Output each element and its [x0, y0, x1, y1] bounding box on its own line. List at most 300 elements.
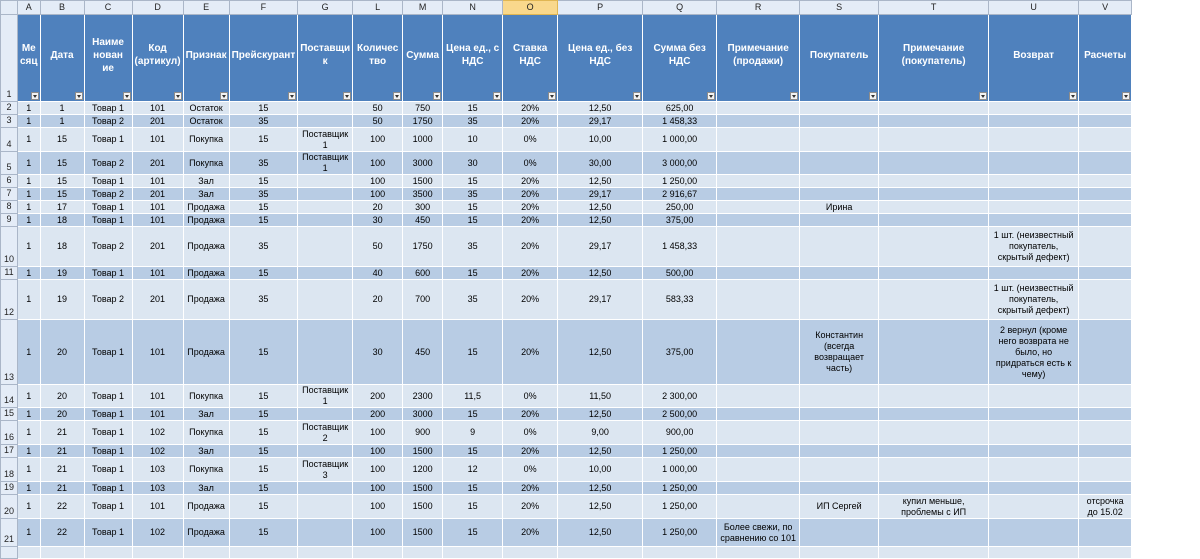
cell-q[interactable]: 1 458,33: [643, 115, 717, 128]
cell-a[interactable]: 1: [18, 115, 41, 128]
cell-g[interactable]: [298, 445, 353, 458]
column-letter-l[interactable]: L: [353, 1, 403, 15]
cell-m[interactable]: 1750: [403, 115, 443, 128]
cell-e[interactable]: Продажа: [183, 267, 229, 280]
column-letter-o[interactable]: O: [503, 1, 558, 15]
cell-l[interactable]: 100: [353, 175, 403, 188]
cell-d[interactable]: 103: [132, 482, 183, 495]
cell-u[interactable]: [989, 188, 1079, 201]
cell-s[interactable]: [800, 385, 879, 408]
cell-o[interactable]: 20%: [503, 519, 558, 547]
filter-dropdown-icon[interactable]: [1069, 92, 1077, 100]
filter-dropdown-icon[interactable]: [288, 92, 296, 100]
cell-t[interactable]: [879, 267, 989, 280]
cell-q[interactable]: 500,00: [643, 267, 717, 280]
cell-c[interactable]: [84, 547, 132, 559]
cell-o[interactable]: 20%: [503, 102, 558, 115]
cell-o[interactable]: 20%: [503, 201, 558, 214]
cell-q[interactable]: 375,00: [643, 214, 717, 227]
cell-d[interactable]: 201: [132, 152, 183, 175]
cell-n[interactable]: 15: [443, 267, 503, 280]
cell-d[interactable]: 201: [132, 115, 183, 128]
cell-f[interactable]: [229, 547, 298, 559]
cell-s[interactable]: [800, 458, 879, 482]
cell-g[interactable]: Поставщик 3: [298, 458, 353, 482]
cell-f[interactable]: 15: [229, 175, 298, 188]
row-number[interactable]: 16: [1, 421, 18, 445]
cell-n[interactable]: 15: [443, 445, 503, 458]
cell-c[interactable]: Товар 1: [84, 320, 132, 385]
cell-q[interactable]: 900,00: [643, 421, 717, 445]
row-number[interactable]: 13: [1, 320, 18, 385]
cell-u[interactable]: [989, 267, 1079, 280]
cell-r[interactable]: [717, 201, 800, 214]
cell-f[interactable]: 15: [229, 128, 298, 152]
cell-n[interactable]: 30: [443, 152, 503, 175]
cell-d[interactable]: 101: [132, 201, 183, 214]
cell-b[interactable]: 17: [40, 201, 84, 214]
filter-dropdown-icon[interactable]: [343, 92, 351, 100]
cell-a[interactable]: 1: [18, 519, 41, 547]
cell-b[interactable]: 21: [40, 445, 84, 458]
cell-u[interactable]: 1 шт. (неизвестный покупатель, скрытый дефект): [989, 280, 1079, 320]
cell-f[interactable]: 15: [229, 102, 298, 115]
cell-t[interactable]: купил меньше, проблемы с ИП: [879, 495, 989, 519]
cell-c[interactable]: Товар 1: [84, 267, 132, 280]
cell-e[interactable]: Продажа: [183, 320, 229, 385]
cell-q[interactable]: 3 000,00: [643, 152, 717, 175]
cell-d[interactable]: 103: [132, 458, 183, 482]
cell-b[interactable]: 15: [40, 188, 84, 201]
cell-v[interactable]: [1079, 280, 1132, 320]
cell-d[interactable]: 101: [132, 320, 183, 385]
cell-c[interactable]: Товар 2: [84, 188, 132, 201]
cell-a[interactable]: 1: [18, 201, 41, 214]
cell-v[interactable]: [1079, 421, 1132, 445]
cell-u[interactable]: [989, 214, 1079, 227]
cell-m[interactable]: 1500: [403, 482, 443, 495]
cell-c[interactable]: Товар 2: [84, 227, 132, 267]
cell-s[interactable]: [800, 152, 879, 175]
cell-e[interactable]: Покупка: [183, 458, 229, 482]
cell-f[interactable]: 35: [229, 152, 298, 175]
cell-t[interactable]: [879, 445, 989, 458]
cell-t[interactable]: [879, 385, 989, 408]
cell-b[interactable]: 22: [40, 519, 84, 547]
column-letter-q[interactable]: Q: [643, 1, 717, 15]
cell-n[interactable]: 15: [443, 320, 503, 385]
cell-f[interactable]: 15: [229, 320, 298, 385]
cell-o[interactable]: 20%: [503, 495, 558, 519]
cell-s[interactable]: [800, 267, 879, 280]
cell-n[interactable]: 35: [443, 280, 503, 320]
cell-p[interactable]: 29,17: [558, 188, 643, 201]
cell-s[interactable]: [800, 445, 879, 458]
cell-r[interactable]: [717, 175, 800, 188]
cell-a[interactable]: 1: [18, 280, 41, 320]
cell-c[interactable]: Товар 1: [84, 445, 132, 458]
cell-o[interactable]: 20%: [503, 267, 558, 280]
cell-t[interactable]: [879, 519, 989, 547]
cell-u[interactable]: [989, 385, 1079, 408]
cell-v[interactable]: [1079, 152, 1132, 175]
cell-g[interactable]: [298, 227, 353, 267]
cell-n[interactable]: 15: [443, 519, 503, 547]
cell-b[interactable]: 22: [40, 495, 84, 519]
cell-v[interactable]: [1079, 175, 1132, 188]
cell-v[interactable]: [1079, 445, 1132, 458]
cell-s[interactable]: [800, 102, 879, 115]
cell-b[interactable]: 1: [40, 102, 84, 115]
cell-d[interactable]: 101: [132, 175, 183, 188]
cell-o[interactable]: [503, 547, 558, 559]
cell-c[interactable]: Товар 1: [84, 201, 132, 214]
filter-dropdown-icon[interactable]: [31, 92, 39, 100]
cell-a[interactable]: 1: [18, 267, 41, 280]
cell-v[interactable]: отсрочка до 15.02: [1079, 495, 1132, 519]
cell-b[interactable]: 20: [40, 408, 84, 421]
cell-q[interactable]: 1 458,33: [643, 227, 717, 267]
row-number[interactable]: 21: [1, 519, 18, 547]
cell-e[interactable]: Продажа: [183, 495, 229, 519]
cell-n[interactable]: 11,5: [443, 385, 503, 408]
cell-e[interactable]: Остаток: [183, 102, 229, 115]
cell-s[interactable]: [800, 519, 879, 547]
cell-q[interactable]: 625,00: [643, 102, 717, 115]
cell-n[interactable]: 15: [443, 175, 503, 188]
cell-s[interactable]: [800, 280, 879, 320]
cell-p[interactable]: 29,17: [558, 280, 643, 320]
cell-l[interactable]: 100: [353, 445, 403, 458]
cell-d[interactable]: 101: [132, 408, 183, 421]
cell-b[interactable]: 15: [40, 152, 84, 175]
cell-v[interactable]: [1079, 519, 1132, 547]
row-number[interactable]: 12: [1, 280, 18, 320]
cell-a[interactable]: 1: [18, 445, 41, 458]
cell-d[interactable]: 101: [132, 385, 183, 408]
cell-o[interactable]: 20%: [503, 320, 558, 385]
column-letter-c[interactable]: C: [84, 1, 132, 15]
cell-f[interactable]: 15: [229, 519, 298, 547]
cell-r[interactable]: [717, 128, 800, 152]
column-letter-e[interactable]: E: [183, 1, 229, 15]
cell-b[interactable]: 21: [40, 421, 84, 445]
column-letter-s[interactable]: S: [800, 1, 879, 15]
cell-f[interactable]: 35: [229, 280, 298, 320]
cell-n[interactable]: 10: [443, 128, 503, 152]
cell-r[interactable]: [717, 482, 800, 495]
cell-p[interactable]: 9,00: [558, 421, 643, 445]
cell-f[interactable]: 35: [229, 227, 298, 267]
cell-q[interactable]: 1 250,00: [643, 175, 717, 188]
cell-a[interactable]: 1: [18, 175, 41, 188]
cell-r[interactable]: [717, 227, 800, 267]
cell-l[interactable]: 20: [353, 280, 403, 320]
cell-r[interactable]: [717, 267, 800, 280]
cell-g[interactable]: [298, 115, 353, 128]
cell-u[interactable]: [989, 102, 1079, 115]
cell-b[interactable]: 19: [40, 280, 84, 320]
cell-p[interactable]: [558, 547, 643, 559]
cell-l[interactable]: 100: [353, 482, 403, 495]
cell-u[interactable]: 2 вернул (кроме него возврата не было, но придраться есть к чему): [989, 320, 1079, 385]
cell-d[interactable]: 101: [132, 267, 183, 280]
cell-q[interactable]: 2 300,00: [643, 385, 717, 408]
cell-m[interactable]: 1500: [403, 495, 443, 519]
cell-v[interactable]: [1079, 482, 1132, 495]
cell-g[interactable]: [298, 102, 353, 115]
row-number[interactable]: 19: [1, 482, 18, 495]
cell-f[interactable]: 15: [229, 201, 298, 214]
row-number[interactable]: [1, 547, 18, 559]
cell-r[interactable]: [717, 102, 800, 115]
cell-l[interactable]: 20: [353, 201, 403, 214]
cell-l[interactable]: 50: [353, 227, 403, 267]
cell-l[interactable]: 100: [353, 495, 403, 519]
cell-e[interactable]: Остаток: [183, 115, 229, 128]
column-letter-v[interactable]: V: [1079, 1, 1132, 15]
cell-l[interactable]: 100: [353, 128, 403, 152]
cell-p[interactable]: 10,00: [558, 458, 643, 482]
cell-o[interactable]: 20%: [503, 188, 558, 201]
cell-e[interactable]: Продажа: [183, 519, 229, 547]
cell-p[interactable]: 12,50: [558, 214, 643, 227]
cell-b[interactable]: 20: [40, 385, 84, 408]
cell-a[interactable]: 1: [18, 128, 41, 152]
cell-s[interactable]: [800, 128, 879, 152]
cell-c[interactable]: Товар 1: [84, 421, 132, 445]
cell-o[interactable]: 20%: [503, 175, 558, 188]
cell-v[interactable]: [1079, 128, 1132, 152]
cell-t[interactable]: [879, 214, 989, 227]
cell-p[interactable]: 29,17: [558, 115, 643, 128]
cell-o[interactable]: 20%: [503, 482, 558, 495]
cell-o[interactable]: 20%: [503, 445, 558, 458]
cell-e[interactable]: Продажа: [183, 201, 229, 214]
cell-f[interactable]: 15: [229, 214, 298, 227]
cell-r[interactable]: [717, 408, 800, 421]
cell-u[interactable]: [989, 115, 1079, 128]
cell-o[interactable]: 0%: [503, 421, 558, 445]
cell-o[interactable]: 20%: [503, 280, 558, 320]
cell-m[interactable]: 750: [403, 102, 443, 115]
cell-b[interactable]: 19: [40, 267, 84, 280]
cell-n[interactable]: 15: [443, 495, 503, 519]
cell-m[interactable]: 450: [403, 320, 443, 385]
cell-p[interactable]: 12,50: [558, 408, 643, 421]
cell-q[interactable]: 1 000,00: [643, 458, 717, 482]
cell-l[interactable]: 100: [353, 421, 403, 445]
cell-c[interactable]: Товар 2: [84, 280, 132, 320]
filter-dropdown-icon[interactable]: [433, 92, 441, 100]
cell-v[interactable]: [1079, 102, 1132, 115]
cell-m[interactable]: 1500: [403, 519, 443, 547]
column-letter-d[interactable]: D: [132, 1, 183, 15]
cell-a[interactable]: 1: [18, 408, 41, 421]
cell-q[interactable]: [643, 547, 717, 559]
filter-dropdown-icon[interactable]: [393, 92, 401, 100]
cell-t[interactable]: [879, 188, 989, 201]
cell-f[interactable]: 15: [229, 408, 298, 421]
column-letter-t[interactable]: T: [879, 1, 989, 15]
cell-q[interactable]: 2 916,67: [643, 188, 717, 201]
cell-r[interactable]: [717, 214, 800, 227]
cell-q[interactable]: 250,00: [643, 201, 717, 214]
cell-s[interactable]: [800, 547, 879, 559]
filter-dropdown-icon[interactable]: [220, 92, 228, 100]
cell-s[interactable]: [800, 188, 879, 201]
cell-a[interactable]: 1: [18, 320, 41, 385]
cell-m[interactable]: 700: [403, 280, 443, 320]
cell-r[interactable]: [717, 115, 800, 128]
cell-q[interactable]: 1 250,00: [643, 495, 717, 519]
cell-t[interactable]: [879, 320, 989, 385]
cell-r[interactable]: [717, 152, 800, 175]
cell-l[interactable]: 30: [353, 320, 403, 385]
filter-dropdown-icon[interactable]: [869, 92, 877, 100]
cell-u[interactable]: [989, 445, 1079, 458]
cell-g[interactable]: [298, 482, 353, 495]
cell-p[interactable]: 10,00: [558, 128, 643, 152]
cell-d[interactable]: 101: [132, 102, 183, 115]
cell-g[interactable]: [298, 214, 353, 227]
cell-b[interactable]: 1: [40, 115, 84, 128]
cell-c[interactable]: Товар 1: [84, 482, 132, 495]
column-letter-r[interactable]: R: [717, 1, 800, 15]
cell-r[interactable]: [717, 421, 800, 445]
cell-m[interactable]: 300: [403, 201, 443, 214]
cell-t[interactable]: [879, 408, 989, 421]
filter-dropdown-icon[interactable]: [493, 92, 501, 100]
cell-g[interactable]: [298, 175, 353, 188]
cell-t[interactable]: [879, 280, 989, 320]
filter-dropdown-icon[interactable]: [548, 92, 556, 100]
cell-l[interactable]: 100: [353, 458, 403, 482]
column-letter-p[interactable]: P: [558, 1, 643, 15]
cell-n[interactable]: 15: [443, 214, 503, 227]
cell-a[interactable]: 1: [18, 482, 41, 495]
cell-p[interactable]: 12,50: [558, 175, 643, 188]
cell-b[interactable]: 15: [40, 175, 84, 188]
cell-p[interactable]: 12,50: [558, 482, 643, 495]
cell-p[interactable]: 11,50: [558, 385, 643, 408]
cell-n[interactable]: 15: [443, 482, 503, 495]
cell-e[interactable]: Зал: [183, 188, 229, 201]
cell-g[interactable]: [298, 495, 353, 519]
cell-u[interactable]: [989, 128, 1079, 152]
row-number[interactable]: 7: [1, 188, 18, 201]
cell-n[interactable]: 35: [443, 227, 503, 267]
cell-e[interactable]: Покупка: [183, 421, 229, 445]
cell-c[interactable]: Товар 1: [84, 128, 132, 152]
cell-o[interactable]: 20%: [503, 214, 558, 227]
cell-u[interactable]: [989, 495, 1079, 519]
cell-d[interactable]: 101: [132, 495, 183, 519]
cell-t[interactable]: [879, 128, 989, 152]
cell-v[interactable]: [1079, 320, 1132, 385]
row-number[interactable]: 15: [1, 408, 18, 421]
cell-f[interactable]: 35: [229, 188, 298, 201]
cell-t[interactable]: [879, 421, 989, 445]
cell-g[interactable]: Поставщик 2: [298, 421, 353, 445]
cell-p[interactable]: 12,50: [558, 445, 643, 458]
cell-u[interactable]: [989, 152, 1079, 175]
cell-g[interactable]: [298, 408, 353, 421]
cell-l[interactable]: 50: [353, 102, 403, 115]
cell-d[interactable]: 101: [132, 128, 183, 152]
cell-t[interactable]: [879, 482, 989, 495]
cell-l[interactable]: 100: [353, 519, 403, 547]
cell-e[interactable]: Покупка: [183, 128, 229, 152]
cell-g[interactable]: [298, 280, 353, 320]
cell-r[interactable]: [717, 495, 800, 519]
cell-s[interactable]: [800, 214, 879, 227]
cell-b[interactable]: 18: [40, 227, 84, 267]
cell-g[interactable]: Поставщик 1: [298, 128, 353, 152]
cell-c[interactable]: Товар 1: [84, 175, 132, 188]
cell-a[interactable]: 1: [18, 152, 41, 175]
column-letter-b[interactable]: B: [40, 1, 84, 15]
filter-dropdown-icon[interactable]: [174, 92, 182, 100]
filter-dropdown-icon[interactable]: [75, 92, 83, 100]
cell-t[interactable]: [879, 152, 989, 175]
cell-s[interactable]: [800, 408, 879, 421]
cell-q[interactable]: 1 250,00: [643, 445, 717, 458]
row-number[interactable]: 8: [1, 201, 18, 214]
cell-b[interactable]: 21: [40, 458, 84, 482]
cell-t[interactable]: [879, 547, 989, 559]
cell-o[interactable]: 0%: [503, 458, 558, 482]
column-letter-n[interactable]: N: [443, 1, 503, 15]
cell-m[interactable]: 900: [403, 421, 443, 445]
row-number[interactable]: 6: [1, 175, 18, 188]
cell-v[interactable]: [1079, 201, 1132, 214]
cell-b[interactable]: 20: [40, 320, 84, 385]
cell-l[interactable]: 50: [353, 115, 403, 128]
cell-r[interactable]: [717, 458, 800, 482]
cell-o[interactable]: 20%: [503, 115, 558, 128]
cell-o[interactable]: 0%: [503, 128, 558, 152]
row-number[interactable]: 17: [1, 445, 18, 458]
cell-u[interactable]: [989, 408, 1079, 421]
cell-s[interactable]: [800, 115, 879, 128]
cell-d[interactable]: [132, 547, 183, 559]
cell-l[interactable]: 30: [353, 214, 403, 227]
cell-m[interactable]: 3500: [403, 188, 443, 201]
cell-r[interactable]: Более свежи, по сравнению со 101: [717, 519, 800, 547]
cell-l[interactable]: [353, 547, 403, 559]
cell-t[interactable]: [879, 227, 989, 267]
cell-o[interactable]: 0%: [503, 385, 558, 408]
cell-m[interactable]: 3000: [403, 408, 443, 421]
cell-c[interactable]: Товар 1: [84, 495, 132, 519]
cell-q[interactable]: 1 250,00: [643, 482, 717, 495]
cell-t[interactable]: [879, 115, 989, 128]
row-number[interactable]: 10: [1, 227, 18, 267]
select-all-corner[interactable]: [1, 1, 18, 15]
cell-d[interactable]: 101: [132, 214, 183, 227]
cell-a[interactable]: [18, 547, 41, 559]
cell-v[interactable]: [1079, 188, 1132, 201]
cell-v[interactable]: [1079, 458, 1132, 482]
cell-d[interactable]: 201: [132, 280, 183, 320]
cell-v[interactable]: [1079, 385, 1132, 408]
cell-q[interactable]: 2 500,00: [643, 408, 717, 421]
cell-s[interactable]: [800, 227, 879, 267]
cell-v[interactable]: [1079, 227, 1132, 267]
filter-dropdown-icon[interactable]: [979, 92, 987, 100]
cell-r[interactable]: [717, 320, 800, 385]
